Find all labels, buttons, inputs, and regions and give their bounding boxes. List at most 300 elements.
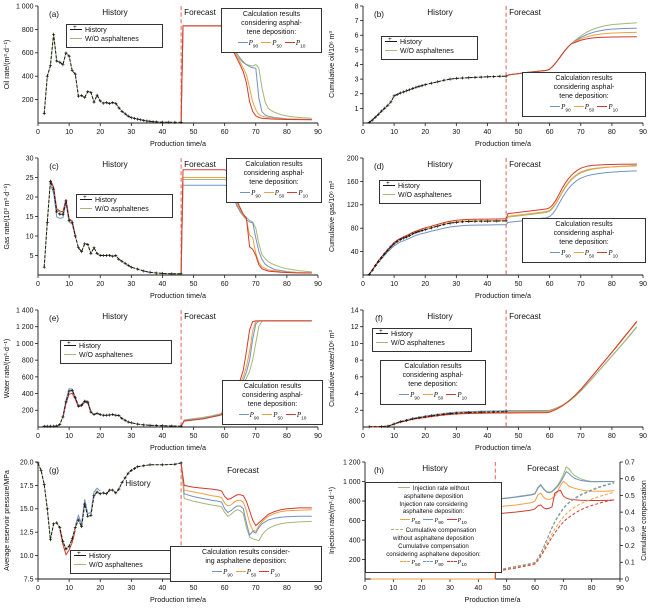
plus-marker-icon: + bbox=[83, 193, 87, 201]
panel-e bbox=[0, 304, 325, 456]
svg-text:20: 20 bbox=[421, 281, 430, 288]
legend-swatch-history bbox=[383, 179, 395, 187]
legend-row bbox=[385, 35, 474, 48]
svg-text:0.7: 0.7 bbox=[625, 459, 635, 467]
legend-pair-a bbox=[66, 24, 163, 48]
legend-calc-c bbox=[226, 158, 322, 203]
legend-entry-p10: $P_{10}$ bbox=[287, 189, 308, 201]
series-p10 bbox=[506, 37, 637, 76]
legend-swatch-history bbox=[376, 327, 388, 335]
svg-text:80: 80 bbox=[350, 225, 359, 233]
legend-line bbox=[367, 551, 500, 559]
legend-calc-g bbox=[170, 546, 322, 582]
svg-text:40: 40 bbox=[158, 281, 167, 288]
svg-text:40: 40 bbox=[474, 585, 483, 592]
svg-text:1 000: 1 000 bbox=[342, 478, 361, 486]
legend-entry-p50: $P_{50}$ bbox=[236, 568, 257, 580]
svg-text:50: 50 bbox=[189, 433, 198, 440]
legend-swatch-p50 bbox=[423, 394, 433, 395]
legend-swatch-wo bbox=[383, 194, 395, 195]
axis-labels bbox=[4, 470, 206, 604]
legend-entry-p50: $P_{50}$ bbox=[423, 391, 444, 403]
svg-text:0: 0 bbox=[625, 576, 629, 584]
plus-marker-icon: + bbox=[388, 35, 392, 43]
svg-text:60: 60 bbox=[220, 281, 229, 288]
legend-entry-p10: $P_{10}$ bbox=[285, 39, 306, 51]
region-label-forecast: Forecast bbox=[227, 466, 259, 475]
legend-line bbox=[367, 485, 500, 493]
svg-text:90: 90 bbox=[314, 433, 322, 440]
legend-title-line: Calculation results consider- bbox=[202, 549, 290, 556]
legend-row bbox=[383, 192, 477, 201]
legend-swatch-p10 bbox=[447, 519, 457, 520]
legend-entry-p90: $P_{90}$ bbox=[238, 39, 259, 51]
svg-text:40: 40 bbox=[158, 433, 167, 440]
region-label-forecast: Forecast bbox=[509, 8, 541, 17]
svg-text:1 000: 1 000 bbox=[15, 340, 34, 348]
legend-title-line: tene deposition: bbox=[559, 238, 609, 246]
series-group bbox=[37, 461, 312, 554]
svg-text:30: 30 bbox=[127, 281, 136, 288]
svg-text:50: 50 bbox=[514, 129, 523, 136]
svg-text:120: 120 bbox=[346, 202, 359, 210]
svg-text:0.6: 0.6 bbox=[625, 476, 635, 484]
legend-label: asphaltene deposition: bbox=[402, 508, 465, 516]
legend-label: asphaltene deposition bbox=[403, 492, 464, 500]
svg-text:30: 30 bbox=[25, 155, 34, 163]
legend-title-line: considering asphal- bbox=[553, 229, 615, 237]
legend-swatch-wo bbox=[70, 38, 82, 39]
svg-text:600: 600 bbox=[21, 50, 34, 58]
svg-text:5: 5 bbox=[354, 47, 359, 55]
svg-text:600: 600 bbox=[348, 517, 361, 525]
svg-text:40: 40 bbox=[483, 129, 492, 136]
svg-text:50: 50 bbox=[514, 433, 523, 440]
y-axis-label: Injection rate/(m³·d⁻¹) bbox=[329, 486, 336, 555]
svg-text:30: 30 bbox=[127, 585, 136, 592]
series-comp-p10 bbox=[498, 500, 614, 571]
region-label-history: History bbox=[102, 312, 128, 321]
svg-text:0: 0 bbox=[361, 281, 365, 288]
legend-entry-p50: $P_{50}$ bbox=[261, 39, 282, 51]
legend-title-line: tene deposition: bbox=[246, 28, 297, 36]
legend-p-row bbox=[226, 411, 319, 423]
legend-title-line: considering asphal- bbox=[242, 391, 303, 399]
svg-text:90: 90 bbox=[314, 281, 322, 288]
legend-calc-f bbox=[380, 360, 486, 405]
legend-swatch-history bbox=[64, 339, 76, 347]
svg-text:80: 80 bbox=[282, 433, 291, 440]
legend-title-line: Calculation results bbox=[243, 383, 302, 390]
svg-text:200: 200 bbox=[21, 97, 34, 104]
region-label-history: History bbox=[427, 312, 453, 321]
legend-title-line: Calculation results bbox=[555, 221, 613, 228]
legend-row bbox=[80, 206, 169, 215]
svg-text:20: 20 bbox=[25, 194, 34, 202]
legend-label: W/O asphaltenes bbox=[95, 205, 149, 213]
panel-d bbox=[325, 152, 650, 304]
svg-text:70: 70 bbox=[251, 585, 260, 592]
svg-text:30: 30 bbox=[452, 433, 461, 440]
legend-big-h bbox=[365, 482, 502, 573]
legend-label: considering asphaltene deposition: bbox=[386, 550, 481, 558]
chart-f bbox=[325, 304, 650, 456]
svg-text:15.0: 15.0 bbox=[19, 506, 34, 514]
svg-text:15: 15 bbox=[25, 213, 34, 221]
svg-text:10: 10 bbox=[390, 281, 399, 288]
legend-label: W/O asphaltenes bbox=[89, 561, 143, 569]
legend-label: without asphaltene deposition bbox=[393, 535, 474, 542]
legend-entry-p90: $P_{90}$ bbox=[550, 103, 571, 115]
svg-text:20: 20 bbox=[421, 129, 430, 136]
legend-title-line: considering asphal- bbox=[243, 169, 305, 177]
legend-line bbox=[367, 527, 500, 535]
x-axis-label: Production time/a bbox=[464, 595, 521, 604]
legend-swatch-history bbox=[70, 23, 82, 31]
panel-c bbox=[0, 152, 325, 304]
legend-swatch-p90 bbox=[212, 571, 222, 572]
svg-text:10: 10 bbox=[390, 433, 399, 440]
legend-calc-b bbox=[522, 72, 646, 117]
legend-line bbox=[367, 543, 500, 551]
svg-text:3: 3 bbox=[354, 76, 359, 84]
svg-text:400: 400 bbox=[21, 73, 34, 81]
legend-swatch-p10 bbox=[286, 414, 296, 415]
legend-swatch-p10 bbox=[287, 192, 297, 193]
legend-swatch-wo bbox=[398, 487, 410, 488]
legend-swatch-p10 bbox=[597, 252, 607, 253]
legend-entry-p90: $P_{90}$ bbox=[240, 189, 261, 201]
plus-marker-icon: + bbox=[67, 339, 71, 347]
region-label-forecast: Forecast bbox=[509, 160, 541, 169]
svg-text:0.2: 0.2 bbox=[625, 542, 635, 550]
svg-text:0: 0 bbox=[36, 585, 40, 592]
svg-text:30: 30 bbox=[446, 585, 454, 592]
svg-text:80: 80 bbox=[607, 129, 616, 136]
svg-text:60: 60 bbox=[220, 433, 229, 440]
legend-label: W/O asphaltenes bbox=[391, 339, 445, 347]
panel-letter: (b) bbox=[373, 10, 385, 19]
svg-text:70: 70 bbox=[251, 433, 260, 440]
svg-text:10: 10 bbox=[390, 129, 399, 136]
panel-letter: (e) bbox=[48, 314, 60, 323]
svg-text:50: 50 bbox=[514, 281, 523, 288]
svg-text:10: 10 bbox=[350, 340, 359, 348]
legend-label: Cumulative compensation bbox=[398, 542, 469, 550]
region-label-forecast: Forecast bbox=[527, 464, 559, 473]
series-history bbox=[44, 390, 181, 426]
x-axis-label: Production time/a bbox=[475, 291, 531, 300]
y-axis-label: Gas rate/(10³ m³·d⁻¹) bbox=[4, 183, 11, 250]
legend-label: W/O asphaltenes bbox=[85, 35, 139, 43]
legend-title-line: ing asphaltene deposition: bbox=[205, 557, 287, 565]
svg-text:0: 0 bbox=[36, 433, 40, 440]
legend-p-row bbox=[384, 391, 482, 403]
svg-text:17.5: 17.5 bbox=[19, 482, 34, 490]
legend-swatch-wo-dashed bbox=[391, 529, 403, 530]
svg-text:20: 20 bbox=[96, 129, 105, 136]
y-axis-label: Cumulative water/10⁶ m³ bbox=[329, 330, 336, 407]
y-axis-label: Average reservoir pressure/MPa bbox=[4, 470, 11, 571]
legend-title-line: Calculation results bbox=[242, 11, 301, 18]
svg-text:10: 10 bbox=[65, 585, 74, 592]
region-label-history: History bbox=[427, 8, 453, 17]
svg-text:12: 12 bbox=[350, 324, 359, 332]
legend-title-line: tene deposition: bbox=[249, 178, 299, 186]
legend-swatch-p50-dashed bbox=[400, 561, 410, 562]
series-p50 bbox=[506, 32, 637, 76]
x-axis-label: Production time/a bbox=[475, 443, 531, 452]
panel-letter: (g) bbox=[48, 466, 60, 475]
legend-swatch-history bbox=[74, 549, 86, 557]
svg-text:60: 60 bbox=[220, 129, 229, 136]
svg-text:1 000: 1 000 bbox=[15, 3, 34, 11]
legend-label: Cumulative compensation bbox=[405, 527, 477, 535]
legend-row bbox=[383, 179, 477, 192]
x-axis-label: Production time/a bbox=[150, 443, 206, 452]
legend-row bbox=[74, 549, 169, 562]
x-axis-label: Production time/a bbox=[150, 139, 206, 148]
axis-labels bbox=[4, 40, 206, 148]
panel-f bbox=[325, 304, 650, 456]
legend-swatch-p90 bbox=[238, 42, 248, 43]
legend-swatch-p90 bbox=[550, 106, 560, 107]
legend-p-row bbox=[174, 568, 318, 580]
legend-pair-c bbox=[76, 194, 173, 218]
svg-text:1 200: 1 200 bbox=[15, 324, 34, 332]
legend-label: History bbox=[398, 183, 420, 190]
svg-text:40: 40 bbox=[158, 585, 167, 592]
legend-row bbox=[376, 327, 468, 340]
legend-p-row bbox=[526, 103, 642, 115]
legend-entry-p90: $P_{90}$ bbox=[212, 568, 233, 580]
svg-text:40: 40 bbox=[483, 433, 492, 440]
legend-swatch-p10 bbox=[285, 42, 295, 43]
svg-text:70: 70 bbox=[251, 129, 260, 136]
svg-text:10: 10 bbox=[65, 281, 74, 288]
svg-text:12.5: 12.5 bbox=[19, 529, 34, 537]
legend-entry-p10: $P_{10}$ bbox=[447, 559, 467, 569]
svg-text:1: 1 bbox=[354, 105, 359, 113]
svg-text:0: 0 bbox=[363, 585, 367, 592]
svg-text:60: 60 bbox=[220, 585, 229, 592]
legend-label: History bbox=[400, 39, 422, 46]
legend-title-line: Calculation results bbox=[245, 161, 303, 168]
legend-entry-p10: $P_{10}$ bbox=[597, 103, 618, 115]
legend-entry-p10: $P_{10}$ bbox=[286, 411, 307, 423]
legend-swatch-p50 bbox=[261, 42, 271, 43]
svg-text:14: 14 bbox=[350, 307, 359, 315]
y-axis-label: Cumulative oil/10⁶ m³ bbox=[329, 31, 336, 98]
y2-axis-label: Cumulative compensation bbox=[641, 480, 648, 561]
legend-row bbox=[64, 339, 168, 352]
legend-label: History bbox=[85, 27, 107, 34]
svg-text:30: 30 bbox=[452, 129, 461, 136]
legend-p-row bbox=[526, 249, 642, 261]
legend-line bbox=[367, 535, 500, 543]
legend-entry-p90: $P_{90}$ bbox=[423, 559, 443, 569]
legend-swatch-wo bbox=[64, 354, 76, 355]
legend-row bbox=[80, 193, 169, 206]
panel-a bbox=[0, 0, 325, 152]
panel-b bbox=[325, 0, 650, 152]
x-axis-label: Production time/a bbox=[150, 291, 206, 300]
svg-text:7.5: 7.5 bbox=[23, 576, 34, 584]
svg-text:10: 10 bbox=[65, 433, 74, 440]
svg-text:30: 30 bbox=[452, 281, 461, 288]
legend-title-line: considering asphal- bbox=[553, 83, 615, 91]
legend-pair-e bbox=[60, 340, 172, 364]
series-history-markers bbox=[43, 389, 183, 428]
svg-text:400: 400 bbox=[348, 537, 361, 545]
series-history-markers bbox=[368, 75, 508, 124]
svg-text:8: 8 bbox=[354, 357, 359, 365]
svg-text:30: 30 bbox=[127, 433, 136, 440]
legend-row bbox=[385, 48, 474, 57]
series-p10-hist bbox=[50, 180, 75, 235]
svg-text:20: 20 bbox=[421, 433, 430, 440]
series-history bbox=[38, 463, 181, 549]
legend-p-row bbox=[367, 517, 500, 527]
plus-marker-icon: + bbox=[73, 23, 77, 31]
legend-p-row bbox=[225, 39, 318, 51]
legend-entry-p50: $P_{50}$ bbox=[400, 517, 420, 527]
svg-text:0.1: 0.1 bbox=[625, 559, 635, 567]
series-history bbox=[369, 221, 506, 275]
legend-swatch-wo bbox=[385, 50, 397, 51]
legend-entry-p50: $P_{50}$ bbox=[574, 103, 595, 115]
legend-label: Injection rate considering bbox=[399, 500, 468, 508]
svg-text:200: 200 bbox=[21, 407, 34, 415]
legend-swatch-p90 bbox=[550, 252, 560, 253]
legend-swatch-p10-dashed bbox=[447, 561, 457, 562]
legend-calc-e bbox=[222, 380, 323, 425]
svg-text:0: 0 bbox=[36, 129, 40, 136]
svg-text:7: 7 bbox=[354, 18, 359, 26]
legend-label: History bbox=[391, 331, 413, 338]
legend-entry-p90: $P_{90}$ bbox=[239, 411, 260, 423]
legend-entry-p50: $P_{50}$ bbox=[574, 249, 595, 261]
svg-text:20: 20 bbox=[417, 585, 426, 592]
svg-text:70: 70 bbox=[576, 281, 585, 288]
svg-text:8: 8 bbox=[354, 3, 359, 11]
legend-swatch-p50 bbox=[400, 519, 410, 520]
svg-text:20: 20 bbox=[96, 433, 105, 440]
legend-title-line: considering asphal- bbox=[241, 19, 302, 27]
legend-p-row bbox=[230, 189, 318, 201]
legend-swatch-p10 bbox=[597, 106, 607, 107]
legend-calc-a bbox=[221, 8, 322, 53]
svg-text:0.5: 0.5 bbox=[625, 492, 635, 500]
series-wo bbox=[38, 463, 312, 549]
legend-swatch-p90-dashed bbox=[423, 561, 433, 562]
plus-marker-icon: + bbox=[379, 327, 383, 335]
legend-row bbox=[376, 340, 468, 349]
legend-entry-p50: $P_{50}$ bbox=[400, 559, 420, 569]
region-label-forecast: Forecast bbox=[184, 160, 216, 169]
panel-letter: (d) bbox=[373, 162, 385, 171]
svg-text:80: 80 bbox=[282, 129, 291, 136]
legend-row bbox=[74, 562, 169, 571]
svg-text:40: 40 bbox=[483, 281, 492, 288]
legend-title-line: Calculation results bbox=[555, 75, 613, 82]
svg-text:50: 50 bbox=[189, 585, 198, 592]
legend-swatch-p50 bbox=[574, 252, 584, 253]
panel-letter: (a) bbox=[48, 10, 60, 19]
region-label-history: History bbox=[427, 160, 453, 169]
legend-line bbox=[367, 493, 500, 501]
svg-text:90: 90 bbox=[639, 129, 647, 136]
svg-text:4: 4 bbox=[354, 390, 359, 398]
svg-text:0: 0 bbox=[361, 129, 365, 136]
svg-text:6: 6 bbox=[354, 374, 359, 382]
svg-text:90: 90 bbox=[314, 585, 322, 592]
svg-text:60: 60 bbox=[545, 129, 554, 136]
legend-pair-d bbox=[379, 180, 481, 204]
svg-text:70: 70 bbox=[559, 585, 568, 592]
svg-text:50: 50 bbox=[189, 129, 198, 136]
legend-title-line: tene deposition: bbox=[559, 92, 609, 100]
svg-text:70: 70 bbox=[576, 129, 585, 136]
svg-text:1 200: 1 200 bbox=[342, 459, 361, 467]
legend-entry-p90: $P_{90}$ bbox=[423, 517, 443, 527]
svg-text:60: 60 bbox=[545, 433, 554, 440]
svg-text:80: 80 bbox=[607, 281, 616, 288]
panel-letter: (f) bbox=[375, 314, 383, 323]
svg-text:0.3: 0.3 bbox=[625, 526, 635, 534]
svg-text:10: 10 bbox=[25, 233, 34, 241]
legend-swatch-p10 bbox=[259, 571, 269, 572]
series-history-markers bbox=[368, 219, 508, 276]
legend-swatch-history bbox=[385, 35, 397, 43]
svg-text:200: 200 bbox=[348, 556, 361, 564]
svg-text:800: 800 bbox=[21, 26, 34, 34]
legend-entry-p90: $P_{90}$ bbox=[399, 391, 420, 403]
svg-text:50: 50 bbox=[502, 585, 511, 592]
chart-g bbox=[0, 456, 325, 608]
legend-swatch-p10 bbox=[446, 394, 456, 395]
svg-text:4: 4 bbox=[354, 61, 359, 69]
legend-title-line: Calculation results bbox=[404, 363, 462, 370]
svg-text:40: 40 bbox=[350, 249, 359, 256]
legend-label: Injection rate without bbox=[412, 485, 470, 492]
legend-label: W/O asphaltenes bbox=[398, 191, 452, 199]
region-label-forecast: Forecast bbox=[184, 8, 216, 17]
region-label-forecast: Forecast bbox=[509, 312, 541, 321]
legend-swatch-p90 bbox=[423, 519, 433, 520]
svg-text:90: 90 bbox=[639, 433, 647, 440]
legend-pair-f bbox=[372, 328, 472, 352]
region-label-history: History bbox=[102, 8, 128, 17]
region-label-forecast: Forecast bbox=[184, 312, 216, 321]
panel-letter: (c) bbox=[49, 162, 59, 171]
legend-label: W/O asphaltenes bbox=[79, 351, 133, 359]
legend-swatch-p90 bbox=[240, 192, 250, 193]
svg-text:400: 400 bbox=[21, 390, 34, 398]
legend-row bbox=[70, 23, 159, 36]
legend-swatch-p90 bbox=[239, 414, 249, 415]
svg-text:25: 25 bbox=[25, 174, 34, 182]
svg-text:60: 60 bbox=[545, 281, 554, 288]
legend-swatch-wo bbox=[376, 342, 388, 343]
legend-entry-p50: $P_{50}$ bbox=[264, 189, 285, 201]
region-label-history: History bbox=[125, 479, 151, 488]
legend-label: History bbox=[95, 197, 117, 204]
svg-text:1 400: 1 400 bbox=[15, 307, 34, 315]
panel-letter: (h) bbox=[373, 466, 385, 475]
legend-title-line: considering asphal- bbox=[402, 371, 464, 379]
svg-text:800: 800 bbox=[21, 357, 34, 365]
